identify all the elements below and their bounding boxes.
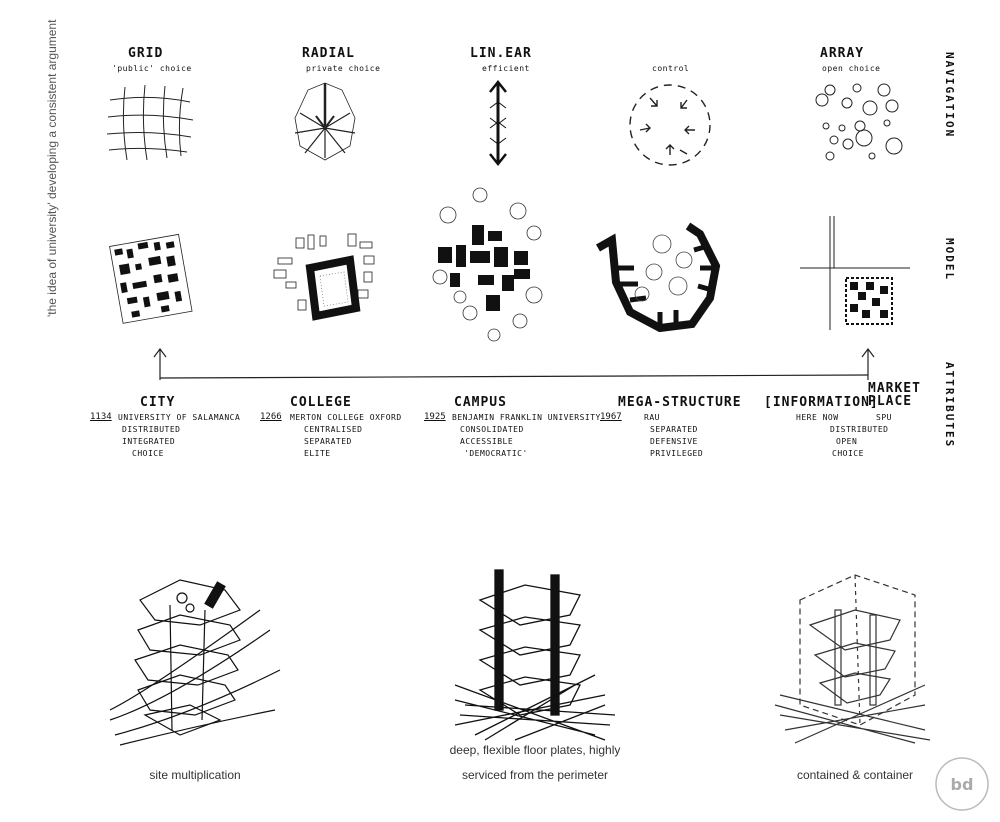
attr-line: ACCESSIBLE xyxy=(460,437,514,446)
array-sketch xyxy=(812,78,912,168)
attr-line: CONSOLIDATED xyxy=(460,425,524,434)
caption-site-multiplication: site multiplication xyxy=(149,768,241,782)
nav-title-linear: LIN.EAR xyxy=(470,46,532,61)
attr-year-college: 1266 xyxy=(260,412,282,422)
nav-subtitle-control: control xyxy=(652,64,690,73)
attr-year-campus: 1925 xyxy=(424,412,446,422)
attr-line: SEPARATED xyxy=(650,425,698,434)
attr-line: DISTRIBUTED xyxy=(830,425,889,434)
watermark-logo xyxy=(932,754,992,814)
city-model-sketch xyxy=(108,232,193,327)
college-model-sketch xyxy=(268,230,380,325)
attr-line: HERE NOW xyxy=(796,413,839,422)
attr-line: BENJAMIN FRANKLIN UNIVERSITY xyxy=(452,413,601,422)
attr-line: CENTRALISED xyxy=(304,425,363,434)
attr-line: OPEN xyxy=(836,437,858,446)
attr-year-megastructure: 1967 xyxy=(600,412,622,422)
nav-title-grid: GRID xyxy=(128,46,164,61)
nav-subtitle-array: open choice xyxy=(822,64,881,73)
attr-line: ELITE xyxy=(304,449,331,458)
container-sketch xyxy=(775,565,935,745)
attr-line: RAU xyxy=(644,413,660,422)
attr-year-city: 1134 xyxy=(90,412,112,422)
attr-line: INTEGRATED xyxy=(122,437,176,446)
attr-line: SEPARATED xyxy=(304,437,352,446)
megastructure-model-sketch xyxy=(594,220,724,335)
row-label-attributes: ATTRIBUTES xyxy=(943,362,956,449)
svg-text:bd: bd xyxy=(950,775,974,794)
linear-sketch xyxy=(478,78,518,170)
row-label-navigation: NAVIGATION xyxy=(943,52,956,139)
attr-title-college: COLLEGE xyxy=(290,395,352,410)
attr-title-campus: CAMPUS xyxy=(454,395,507,410)
grid-sketch xyxy=(105,82,195,162)
nav-subtitle-grid: 'public' choice xyxy=(112,64,192,73)
attr-market-place: MARKET PLACE xyxy=(868,381,921,409)
nav-subtitle-radial: private choice xyxy=(306,64,381,73)
caption-floor-plates-line-2: serviced from the perimeter xyxy=(461,768,609,782)
attr-title-information: [INFORMATION] xyxy=(764,395,879,410)
campus-model-sketch xyxy=(430,185,550,345)
information-model-sketch xyxy=(800,212,912,332)
attr-line: CHOICE xyxy=(132,449,164,458)
attr-line: 'DEMOCRATIC' xyxy=(464,449,528,458)
site-multiplication-sketch xyxy=(110,570,280,750)
timeline-line xyxy=(150,345,880,385)
radial-sketch xyxy=(290,78,360,168)
attr-spu: SPU xyxy=(876,413,892,422)
nav-title-radial: RADIAL xyxy=(302,46,355,61)
nav-title-array: ARRAY xyxy=(820,46,865,61)
nav-subtitle-linear: efficient xyxy=(482,64,530,73)
attr-line: UNIVERSITY OF SALAMANCA xyxy=(118,413,241,422)
attr-title-megastructure: MEGA-STRUCTURE xyxy=(618,395,742,410)
caption-floor-plates-line-1: deep, flexible floor plates, highly xyxy=(449,743,621,757)
attr-title-city: CITY xyxy=(140,395,176,410)
attr-line: DEFENSIVE xyxy=(650,437,698,446)
attr-line: DISTRIBUTED xyxy=(122,425,181,434)
row-label-model: MODEL xyxy=(943,238,956,282)
attr-line: MERTON COLLEGE OXFORD xyxy=(290,413,402,422)
attr-line: PRIVILEGED xyxy=(650,449,704,458)
floor-plates-sketch xyxy=(455,565,615,740)
control-sketch xyxy=(625,80,715,170)
attr-line: CHOICE xyxy=(832,449,864,458)
caption-contained-container: contained & container xyxy=(796,768,914,782)
